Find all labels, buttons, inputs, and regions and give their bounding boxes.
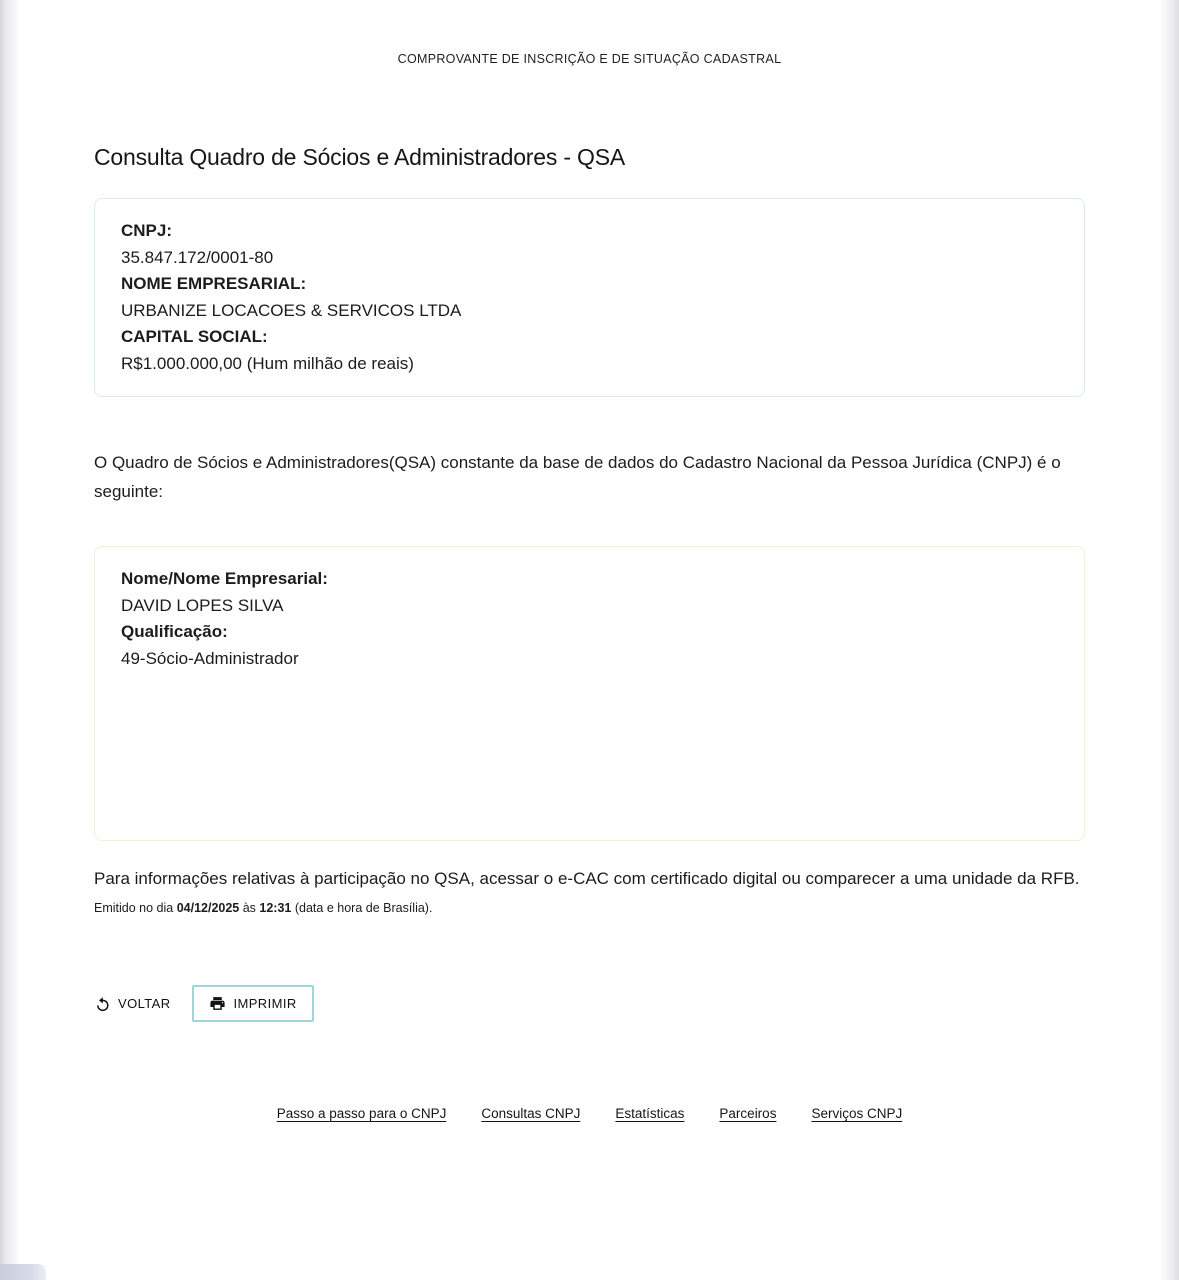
voltar-button[interactable] [94,989,170,1018]
emission-timestamp [94,901,1085,915]
footer-link-consultas-cnpj[interactable]: Consultas CNPJ [481,1106,581,1121]
footer-link-servicos-cnpj[interactable]: Serviços CNPJ [811,1106,903,1121]
field-label-capital-social [121,324,1058,351]
company-info-box [94,198,1085,397]
emission-time: 12:31 [259,901,292,915]
qsa-intro-text: O Quadro de Sócios e Administradores(QSA) constante da base de dados do Cadastro Nacional da Pessoa Jurídica (CNPJ) é o seguinte: [94,453,1061,501]
page-title: Consulta Quadro de Sócios e Administradores - QSA [94,144,625,170]
cnpj-value: 35.847.172/0001-80 [121,247,274,267]
nome-empresarial-value: URBANIZE LOCACOES & SERVICOS LTDA [121,300,462,320]
footer-link-parceiros[interactable]: Parceiros [719,1106,777,1121]
field-label-nome [121,566,1058,593]
emission-date: 04/12/2025 [176,901,240,915]
capital-social-value: R$1.000.000,00 (Hum milhão de reais) [121,353,414,373]
nome-empresarial-label: NOME EMPRESARIAL: [121,274,307,293]
imprimir-button[interactable] [192,985,313,1022]
screenshot-corner-artifact [0,1264,46,1280]
partner-name-label: Nome/Nome Empresarial: [121,569,328,588]
emission-suffix: (data e hora de Brasília). [291,901,433,915]
capital-social-label: CAPITAL SOCIAL: [121,327,268,346]
printer-icon [209,995,226,1012]
ecac-info-text: Para informações relativas à participação no QSA, acessar o e-CAC com certificado digital ou comparecer a uma unidade da RFB. [94,869,1080,888]
document-header-title: COMPROVANTE DE INSCRIÇÃO E DE SITUAÇÃO CADASTRAL [397,52,782,66]
qsa-partner-box [94,546,1085,841]
undo-icon [94,995,111,1012]
action-buttons-row [94,985,1085,1022]
field-label-qualificacao [121,619,1058,646]
field-label-cnpj [121,218,1058,245]
qualification-label: Qualificação: [121,622,228,641]
partner-name-value: DAVID LOPES SILVA [121,595,284,615]
cnpj-label: CNPJ: [121,221,173,240]
field-label-nome-empresarial [121,271,1058,298]
imprimir-button-label: IMPRIMIR [233,996,297,1011]
emission-middle: às [239,901,260,915]
footer-links-nav [0,1106,1179,1121]
voltar-button-label: VOLTAR [118,996,171,1011]
footer-link-passo-a-passo[interactable]: Passo a passo para o CNPJ [276,1106,447,1121]
footer-link-estatisticas[interactable]: Estatísticas [615,1106,685,1121]
emission-prefix: Emitido no dia [94,901,177,915]
main-content [0,144,1179,1022]
qualification-value: 49-Sócio-Administrador [121,648,299,668]
